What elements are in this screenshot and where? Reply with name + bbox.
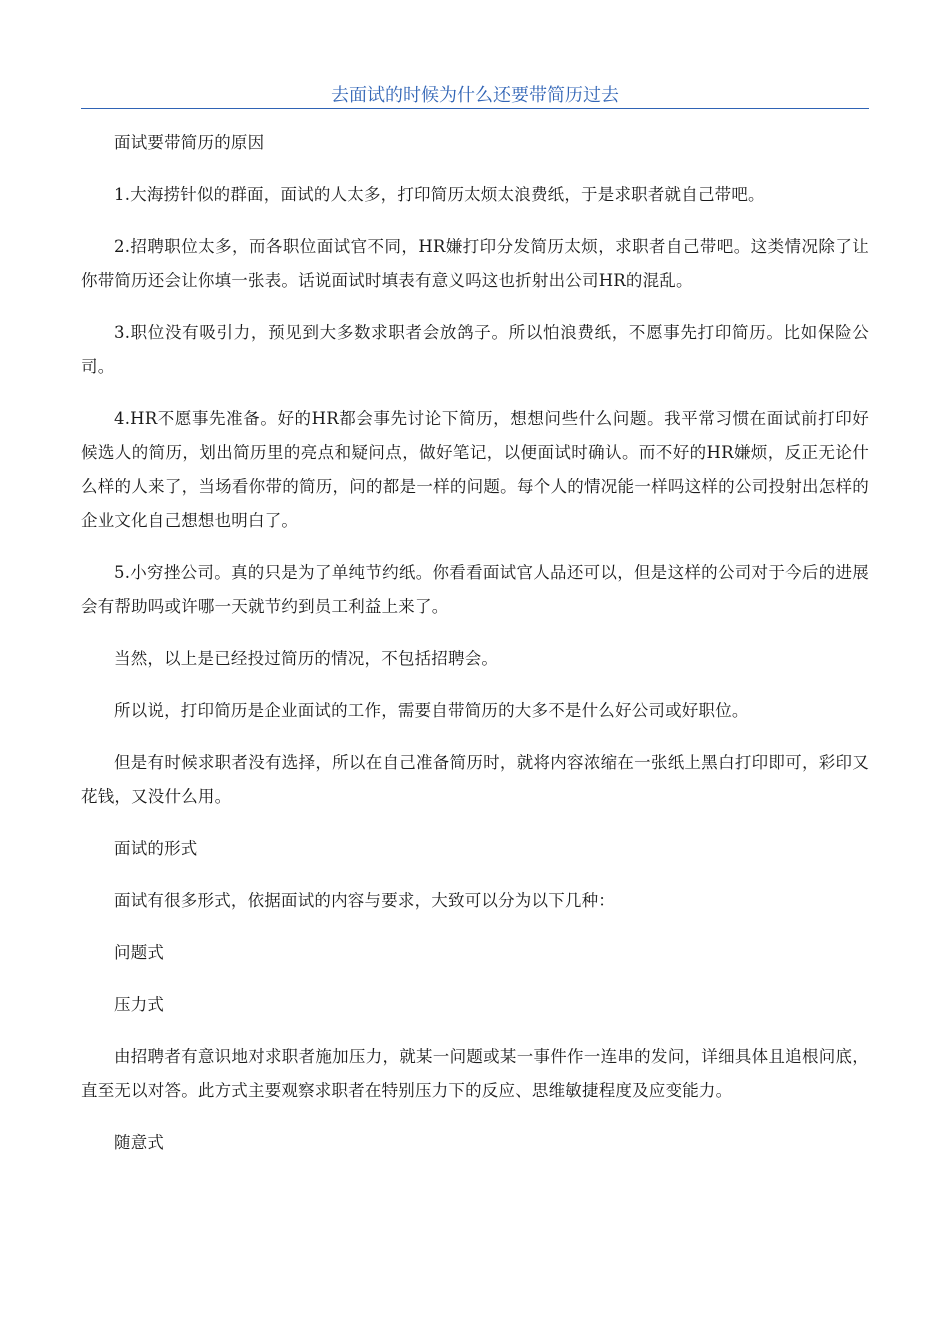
- paragraph-reason-3: 3.职位没有吸引力，预见到大多数求职者会放鸽子。所以怕浪费纸，不愿事先打印简历。比如保险公司。: [81, 323, 869, 376]
- document-page: [81, 0, 869, 1160]
- paragraph-reason-1: 1.大海捞针似的群面，面试的人太多，打印简历太烦太浪费纸，于是求职者就自己带吧。: [114, 185, 765, 204]
- paragraph-conclusion: 所以说，打印简历是企业面试的工作，需要自带简历的大多不是什么好公司或好职位。: [114, 701, 749, 720]
- section-heading-forms: 面试的形式: [114, 839, 198, 858]
- document-title: 去面试的时候为什么还要带简历过去: [331, 85, 619, 106]
- subheading-casual-style: 随意式: [114, 1133, 165, 1152]
- section-heading-reasons: 面试要带简历的原因: [114, 133, 265, 152]
- document-body: [81, 126, 869, 1160]
- paragraph-reason-2: 2.招聘职位太多，而各职位面试官不同，HR嫌打印分发简历太烦，求职者自己带吧。这类情况除了让你带简历还会让你填一张表。话说面试时填表有意义吗这也折射出公司HR的混乱。: [81, 237, 869, 290]
- header-divider: [81, 108, 869, 109]
- paragraph-note: 当然，以上是已经投过简历的情况，不包括招聘会。: [114, 649, 499, 668]
- paragraph-reason-5: 5.小穷挫公司。真的只是为了单纯节约纸。你看看面试官人品还可以，但是这样的公司对于今后的进展会有帮助吗或许哪一天就节约到员工利益上来了。: [81, 563, 869, 616]
- subheading-question-style: 问题式: [114, 943, 165, 962]
- subheading-pressure-style: 压力式: [114, 995, 165, 1014]
- paragraph-advice: 但是有时候求职者没有选择，所以在自己准备简历时，就将内容浓缩在一张纸上黑白打印即可，彩印又花钱，又没什么用。: [81, 753, 869, 806]
- paragraph-forms-intro: 面试有很多形式，依据面试的内容与要求，大致可以分为以下几种：: [114, 891, 615, 910]
- paragraph-reason-4: 4.HR不愿事先准备。好的HR都会事先讨论下简历，想想问些什么问题。我平常习惯在面试前打印好候选人的简历，划出简历里的亮点和疑问点，做好笔记，以便面试时确认。而不好的HR嫌烦，反正无论什么样的人来了，当场看你带的简历，问的都是一样的问题。每个人的情况能一样吗这样的公司投射出怎样的企业文化自己想想也明白了。: [81, 409, 869, 530]
- paragraph-pressure-description: 由招聘者有意识地对求职者施加压力，就某一问题或某一事件作一连串的发问，详细具体且追根问底，直至无以对答。此方式主要观察求职者在特别压力下的反应、思维敏捷程度及应变能力。: [81, 1047, 869, 1100]
